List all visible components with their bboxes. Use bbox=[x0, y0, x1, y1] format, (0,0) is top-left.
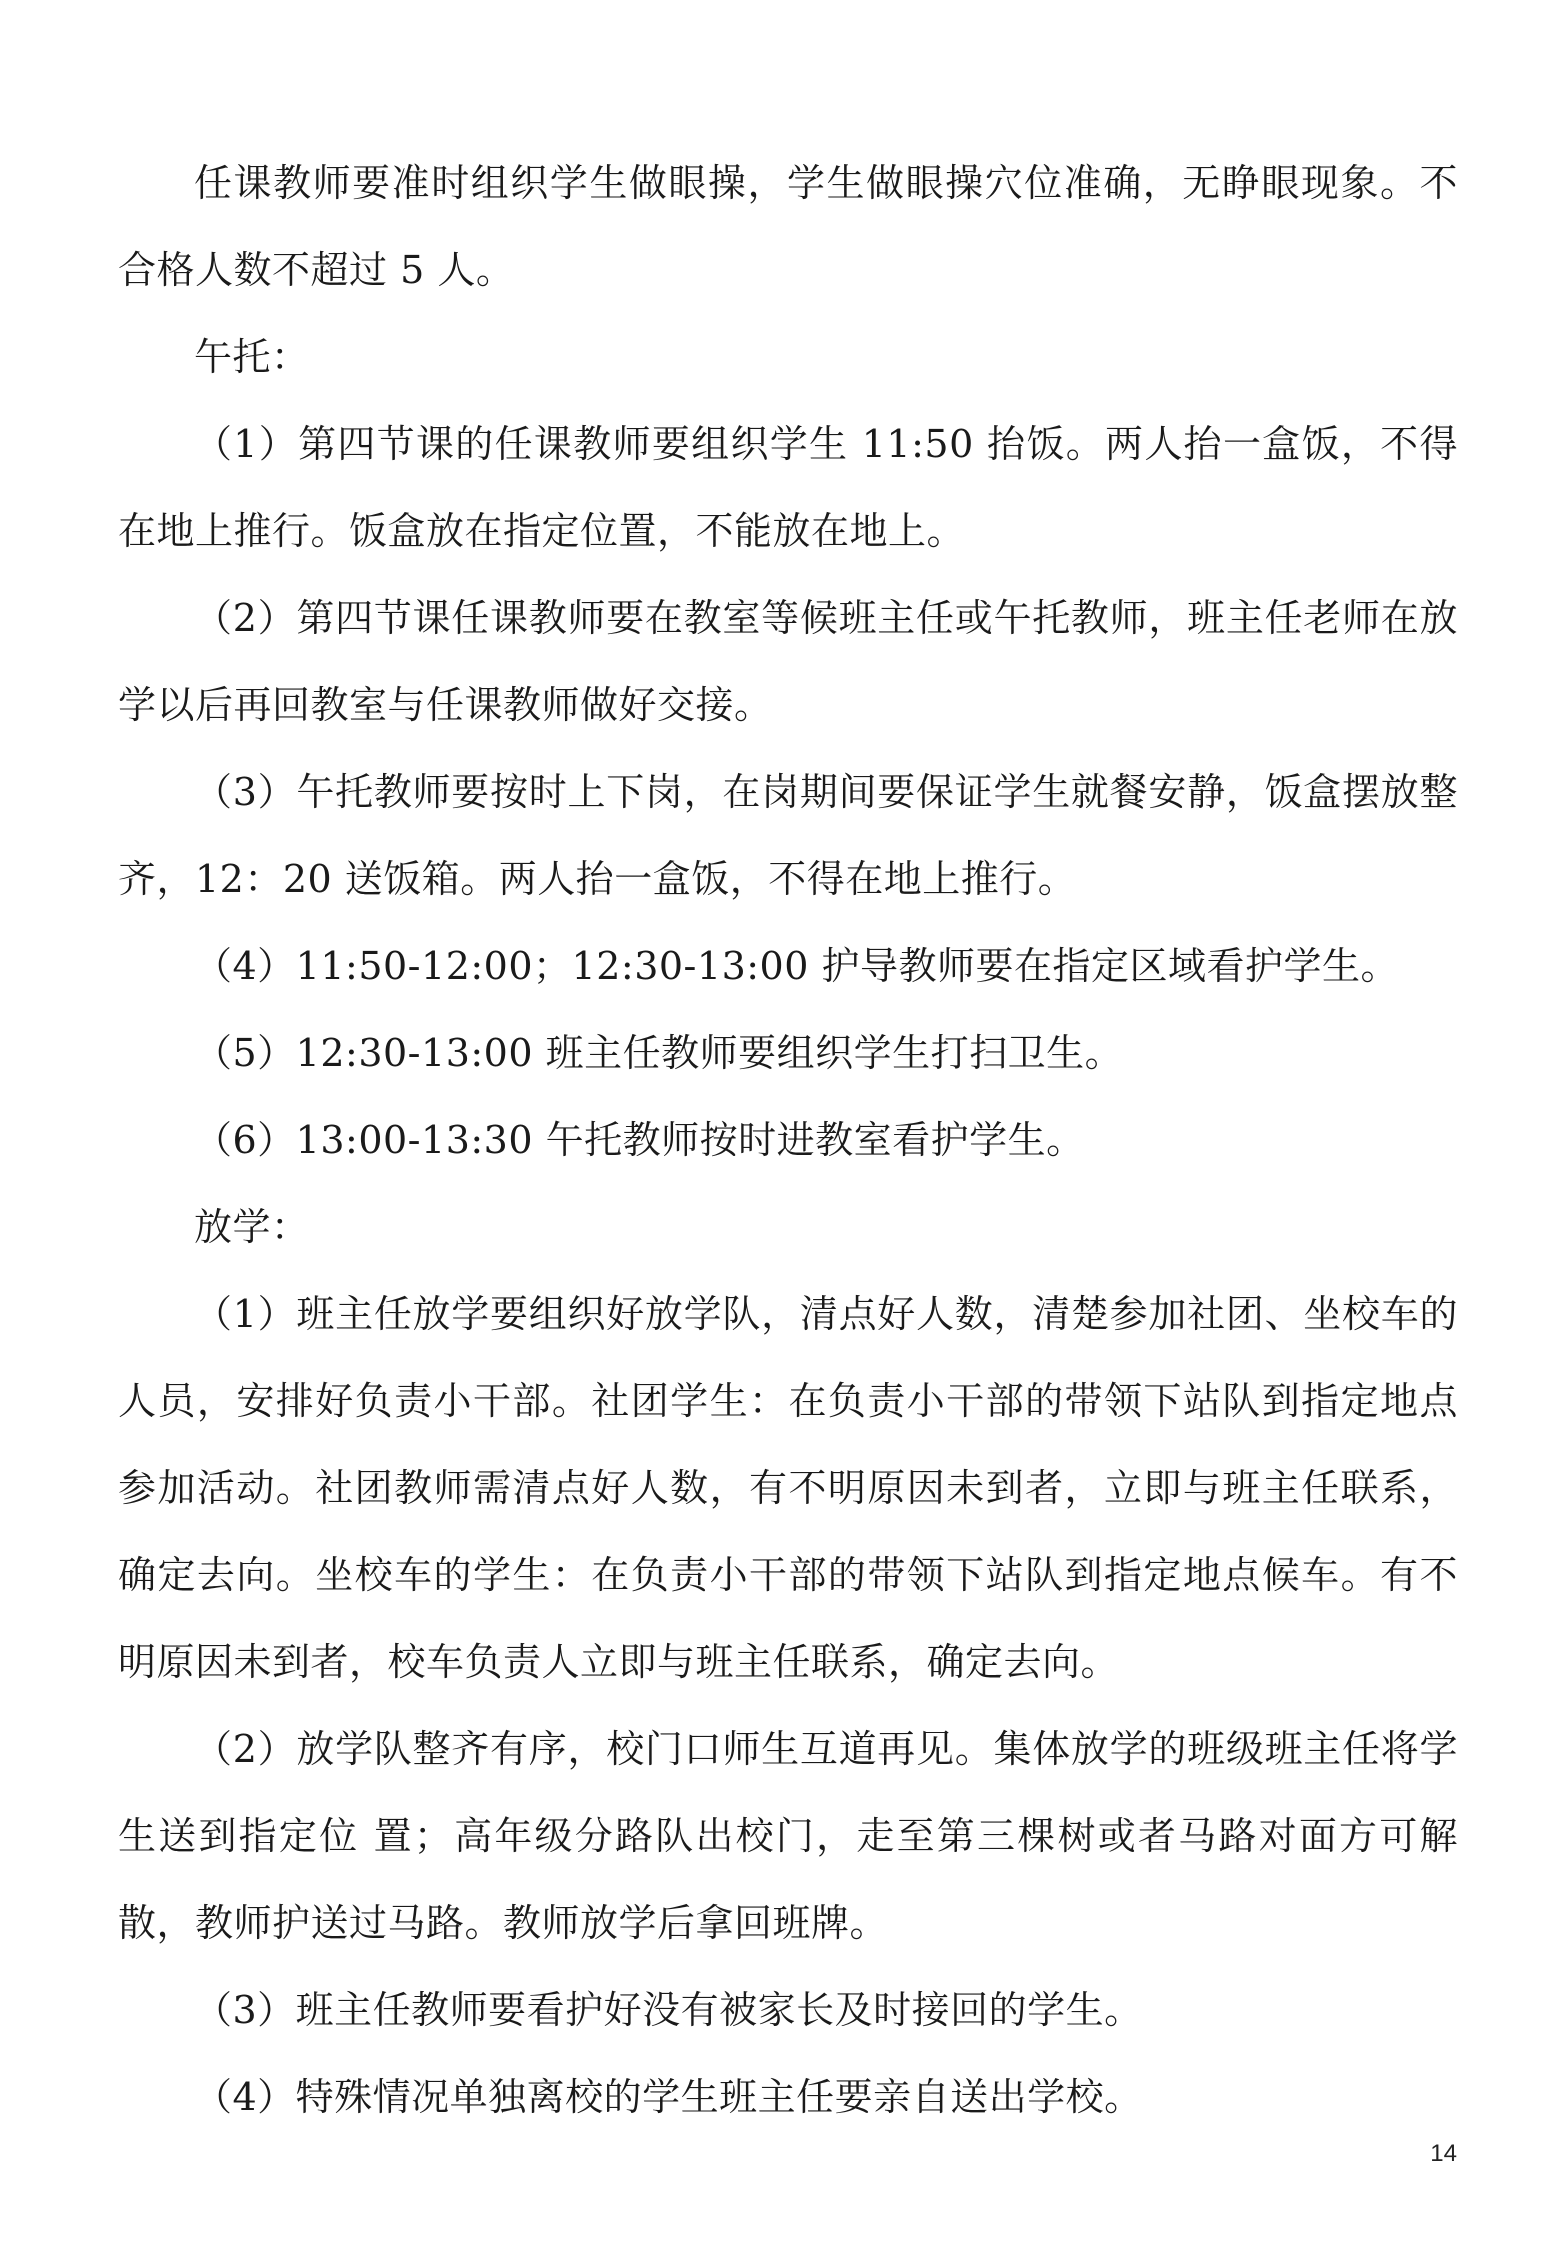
heading-lunch-care: 午托： bbox=[194, 335, 310, 379]
document-body bbox=[118, 140, 1458, 2141]
paragraph-dismissal-1: （1）班主任放学要组织好放学队，清点好人数，清楚参加社团、坐校车的人员，安排好负责小干部。社团学生：在负责小干部的带领下站队到指定地点参加活动。社团教师需清点好人数，有不明原因未到者，立即与班主任联系，确定去向。坐校车的学生：在负责小干部的带领下站队到指定地点候车。有不明原因未到者，校车负责人立即与班主任联系，确定去向。 bbox=[118, 1292, 1458, 1684]
paragraph-lunch-4: （4）11:50-12:00；12:30-13:00 护导教师要在指定区域看护学生。 bbox=[194, 944, 1399, 988]
paragraph-lunch-5: （5）12:30-13:00 班主任教师要组织学生打扫卫生。 bbox=[194, 1031, 1124, 1075]
paragraph-lunch-6: （6）13:00-13:30 午托教师按时进教室看护学生。 bbox=[194, 1118, 1085, 1162]
paragraph-lunch-1: （1）第四节课的任课教师要组织学生 11:50 抬饭。两人抬一盒饭，不得在地上推行。饭盒放在指定位置，不能放在地上。 bbox=[118, 422, 1458, 553]
paragraph-lunch-2: （2）第四节课任课教师要在教室等候班主任或午托教师，班主任老师在放学以后再回教室与任课教师做好交接。 bbox=[118, 596, 1458, 727]
heading-dismissal: 放学： bbox=[194, 1205, 310, 1249]
paragraph-dismissal-4: （4）特殊情况单独离校的学生班主任要亲自送出学校。 bbox=[194, 2075, 1143, 2119]
paragraph-lunch-3: （3）午托教师要按时上下岗，在岗期间要保证学生就餐安静，饭盒摆放整齐，12：20 送饭箱。两人抬一盒饭，不得在地上推行。 bbox=[118, 770, 1458, 901]
paragraph-eye-exercise: 任课教师要准时组织学生做眼操，学生做眼操穴位准确，无睁眼现象。不合格人数不超过 5 人。 bbox=[118, 161, 1458, 292]
paragraph-dismissal-3: （3）班主任教师要看护好没有被家长及时接回的学生。 bbox=[194, 1988, 1143, 2032]
page-number: 14 bbox=[1430, 2140, 1457, 2167]
paragraph-dismissal-2: （2）放学队整齐有序，校门口师生互道再见。集体放学的班级班主任将学生送到指定位 置；高年级分路队出校门，走至第三棵树或者马路对面方可解散，教师护送过马路。教师放学后拿回班牌。 bbox=[118, 1727, 1458, 1945]
